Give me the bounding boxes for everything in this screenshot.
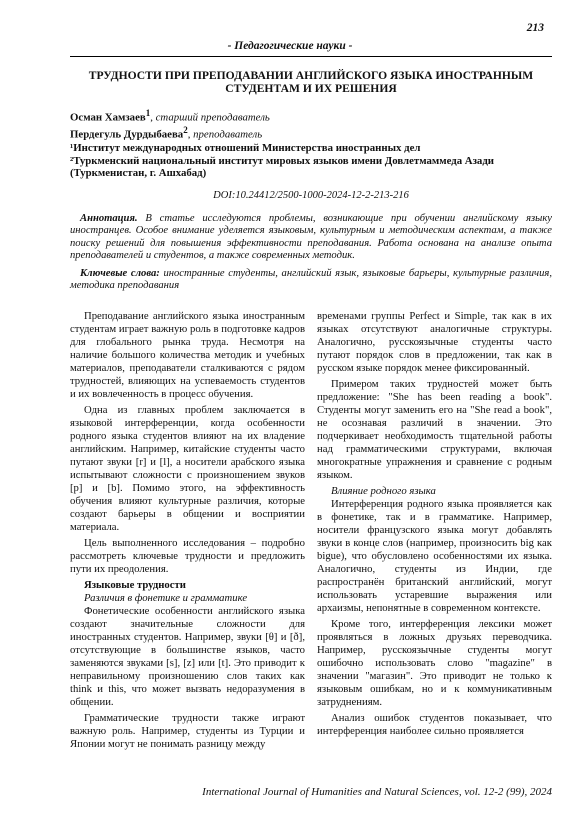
page-number: 213 (526, 22, 544, 34)
affiliation-2: ²Туркменский национальный институт мировых языков имени Довлетмаммеда Азади (Туркменистан, г. Ашхабад) (70, 154, 495, 180)
keywords (70, 268, 552, 293)
article-title: ТРУДНОСТИ ПРИ ПРЕПОДАВАНИИ АНГЛИЙСКОГО ЯЗЫКА ИНОСТРАННЫМ СТУДЕНТАМ И ИХ РЕШЕНИЯ (88, 69, 534, 95)
paragraph: Анализ ошибок студентов показывает, что интерференция наиболее сильно проявляется (317, 712, 552, 737)
author-sup: 2 (183, 125, 188, 136)
journal-footer: International Journal of Humanities and Natural Sciences, vol. 12-2 (99), 2024 (202, 786, 552, 798)
abstract-text: В статье исследуются проблемы, возникающие при обучении английскому языку иностранцев. Особое внимание уделяется языковым, культурным и методическим аспектам, а также поиску решений для повышения эффективности преподавания. Работа основана на анализе опыта преподавателей и студентов, а также современных методик. (70, 213, 553, 261)
abstract-label: Аннотация. (80, 213, 138, 224)
author-position: преподаватель (193, 128, 263, 141)
abstract (70, 213, 552, 262)
subsection-heading-phonetics: Различия в фонетике и грамматике (84, 592, 248, 604)
author-sup: 1 (145, 108, 151, 118)
subsection-heading-native-language: Влияние родного языка (331, 485, 436, 497)
authors-block (70, 107, 552, 180)
author-name: Пердегуль Дурдыбаева (70, 128, 184, 141)
paragraph: Кроме того, интерференция лексики может проявляться в ложных друзьях переводчика. Например, русскоязычные студенты могут ошибочно использовать слово "magazine" в значении "магазин". Это приводит не только к языковым ошибкам, но и к коммуникативным затруднениям. (317, 618, 552, 708)
paragraph: Примером таких трудностей может быть предложение: "She has been reading a book". Студенты могут заменить его на "She read a book", не осознавая различий в значении. Это подчеркивает необходимость тщательной работы над грамматическими структурами, включая многократные упражнения и сравнение с родным языком. (317, 378, 552, 481)
left-column (70, 310, 305, 754)
author-position: старший преподаватель (155, 111, 270, 124)
paragraph: Интерференция родного языка проявляется как в фонетике, так и в грамматике. Например, носители французского языка могут добавлять звуки в конце слов (например, произносить big как bigue), что обусловлено особенностями их языка. Аналогично, студенты из Индии, где распространён британский английский, могут использовать устаревшие выражения или архаизмы, непонятные в современном контексте. (317, 498, 552, 614)
doi: DOI:10.24412/2500-1000-2024-12-2-213-216 (213, 190, 409, 201)
paragraph: Фонетические особенности английского языка создают значительные сложности для иностранных студентов. Например, звуки [θ] и [ð], отсутствующие в большинстве языков, часто заменяются звуками [s], [z] или [t]. Это приводит к неправильному произношению слов таких как think и this, что может вызвать недоразумения в общении. (70, 605, 305, 708)
paragraph: Цель выполненного исследования – подробно рассмотреть ключевые трудности и предложить пути их преодоления. (70, 537, 305, 575)
paragraph: Грамматические трудности также играют важную роль. Например, студенты из Турции и Японии могут не понимать разницу между (70, 712, 305, 750)
header-divider (70, 56, 552, 57)
right-column (317, 310, 552, 741)
paragraph: Одна из главных проблем заключается в языковой интерференции, когда особенности родного языка студентов влияют на их владение английским. Например, китайские студенты часто путают звуки [r] и [l], а носители арабского языка испытывают сложности с произношением звуков [p] и [b]. Помимо этого, на эффективность обучения влияют культурные различия, которые создают барьеры в общении и восприятии материала. (70, 404, 305, 533)
keywords-label: Ключевые слова: (80, 268, 160, 279)
paragraph: Преподавание английского языка иностранным студентам играет важную роль в подготовке кадров для глобального рынка труда. Несмотря на наличие большого количества методик и учебных материалов, преподаватели сталкиваются с рядом трудностей, влияющих на успеваемость студентов и их вовлеченность в процесс обучения. (70, 310, 305, 400)
author-name: Осман Хамзаев (70, 111, 146, 124)
author-2: Пердегуль Дурдыбаева$^2$, преподаватель (70, 125, 263, 141)
section-heading: - Педагогические науки - (227, 40, 353, 52)
affiliation-1: ¹Институт международных отношений Министерства иностранных дел (70, 141, 421, 154)
paragraph: временами группы Perfect и Simple, так как в их языках отсутствуют аналогичные структуры. Аналогично, русскоязычные студенты часто путают порядок слов в предложении, так как в русском языке порядок менее фиксированный. (317, 310, 552, 374)
keywords-text: иностранные студенты, английский язык, языковые барьеры, культурные различия, методика преподавания (70, 268, 552, 292)
author-1: Осман Хамзаев$^1$, старший преподаватель (70, 108, 270, 124)
section-heading-language: Языковые трудности (84, 579, 186, 591)
